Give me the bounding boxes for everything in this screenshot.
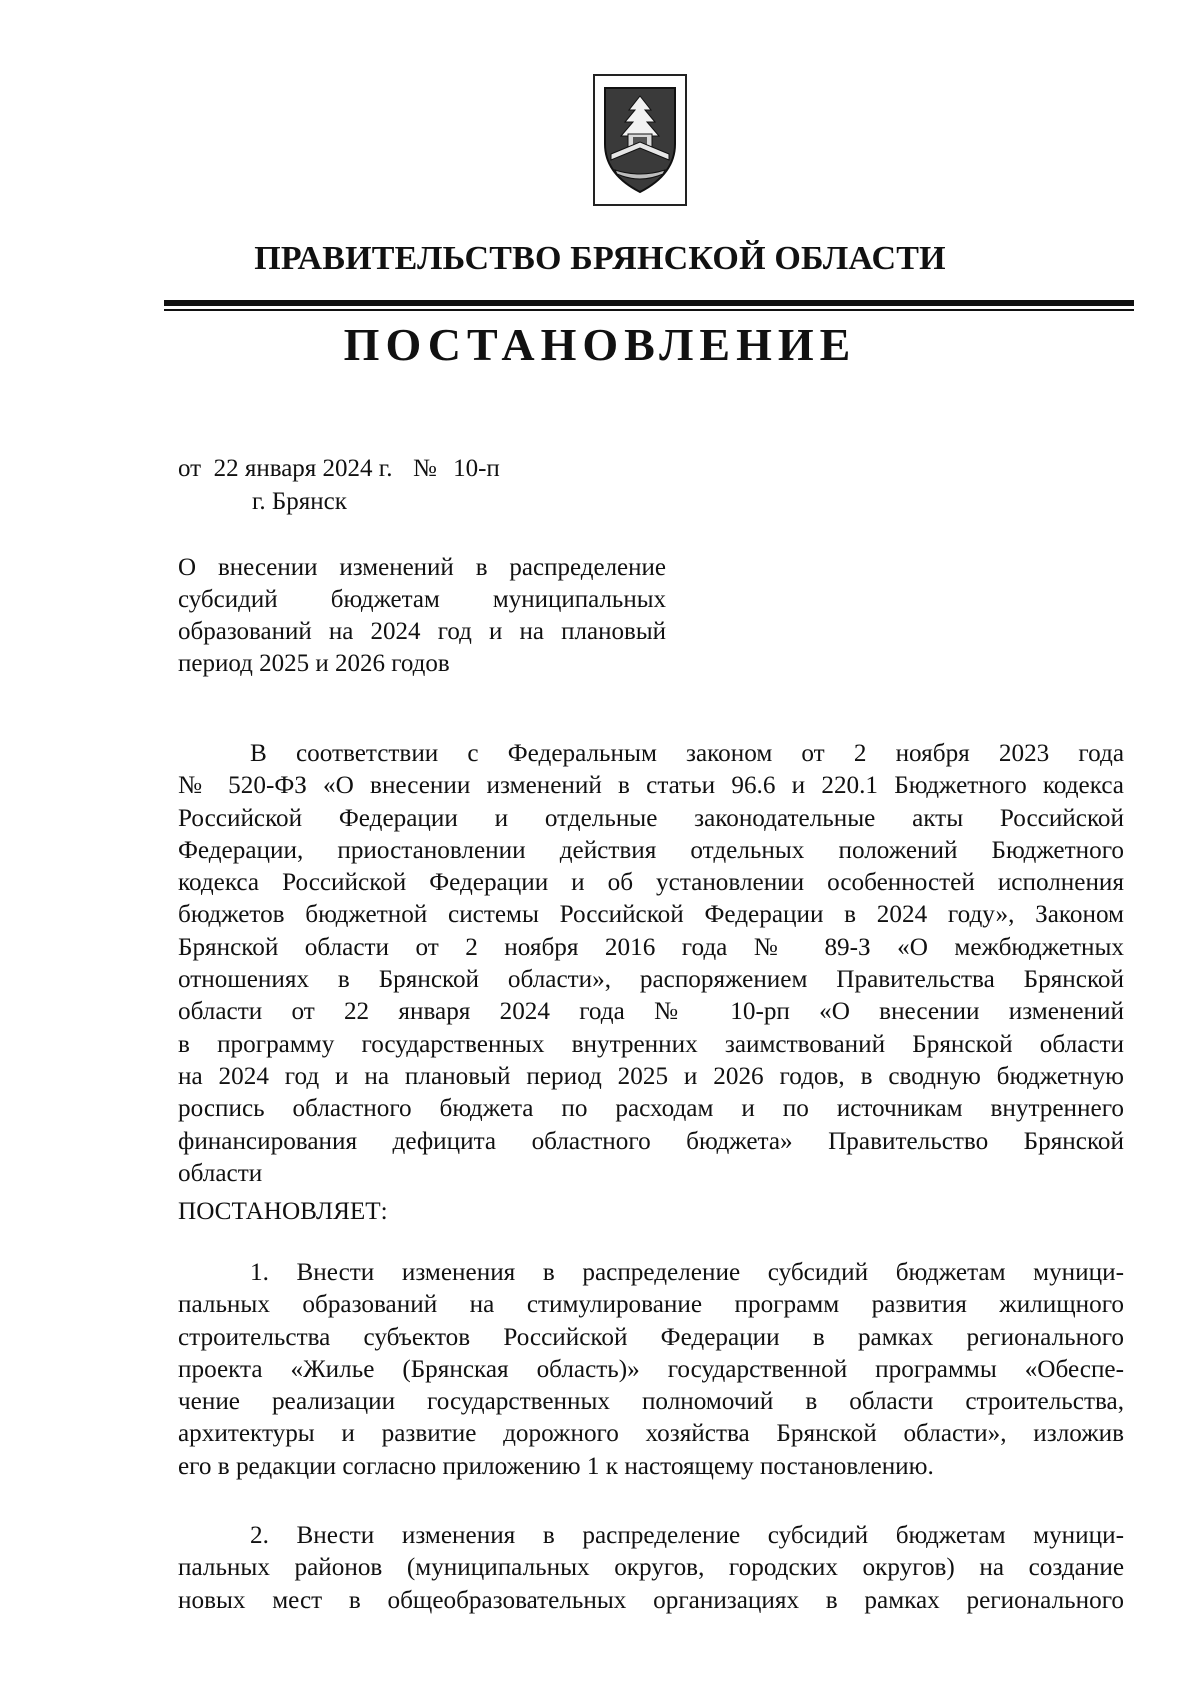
- preamble-line: бюджетов бюджетной системы Российской Федерации в 2024 году», Законом: [178, 901, 1124, 929]
- clause-1-line: чение реализации государственных полномочий в области строительства,: [178, 1388, 1124, 1416]
- number-sign: №: [413, 455, 437, 482]
- preamble-line: в программу государственных внутренних заимствований Брянской области: [178, 1030, 1124, 1058]
- document-date: 22 января 2024 г.: [213, 455, 393, 482]
- preamble-line: области от 22 января 2024 года № 10-рп «О внесении изменений: [178, 998, 1124, 1026]
- preamble-line: Брянской области от 2 ноября 2016 года № 89-З «О межбюджетных: [178, 933, 1124, 961]
- subject-line: образований на 2024 год и на плановый: [178, 618, 666, 645]
- clause-2-line: 2. Внести изменения в распределение субсидий бюджетам муници-: [250, 1522, 1124, 1549]
- document-type-title: ПОСТАНОВЛЕНИЕ: [343, 319, 857, 370]
- preamble-line: роспись областного бюджета по расходам и по источникам внутреннего: [178, 1095, 1124, 1123]
- preamble-line: Российской Федерации и отдельные законодательные акты Российской: [178, 804, 1124, 832]
- header-rule-thin: [164, 309, 1134, 311]
- header-rule-thick: [164, 300, 1134, 306]
- subject-line: период 2025 и 2026 годов: [178, 650, 450, 677]
- clause-2-line: новых мест в общеобразовательных организациях в рамках регионального: [178, 1586, 1124, 1614]
- clause-1-line: 1. Внести изменения в распределение субсидий бюджетам муници-: [250, 1259, 1124, 1286]
- clause-2: [178, 1520, 1124, 1617]
- date-prefix: от: [178, 455, 202, 482]
- clause-1-line: пальных образований на стимулирование программ развития жилищного: [178, 1291, 1124, 1319]
- preamble-line: на 2024 год и на плановый период 2025 и 2026 годов, в сводную бюджетную: [178, 1062, 1124, 1090]
- clause-2-line: пальных районов (муниципальных округов, городских округов) на создание: [178, 1554, 1124, 1582]
- coat-of-arms-emblem: [593, 74, 687, 206]
- clause-1-line: строительства субъектов Российской Федерации в рамках регионального: [178, 1323, 1124, 1351]
- clause-1-line: проекта «Жилье (Брянская область)» государственной программы «Обеспе-: [178, 1355, 1124, 1383]
- document-number: 10-п: [453, 455, 500, 482]
- subject-line: субсидий бюджетам муниципальных: [178, 586, 666, 613]
- preamble-line: отношениях в Брянской области», распоряжением Правительства Брянской: [178, 966, 1124, 994]
- preamble-line: финансирования дефицита областного бюджета» Правительство Брянской: [178, 1127, 1124, 1155]
- preamble-line: Федерации, приостановлении действия отдельных положений Бюджетного: [178, 836, 1124, 864]
- clause-1-line: его в редакции согласно приложению 1 к настоящему постановлению.: [178, 1452, 934, 1480]
- document-date-number: [178, 455, 500, 483]
- preamble-line: области: [178, 1159, 263, 1187]
- resolves-heading: ПОСТАНОВЛЯЕТ:: [178, 1198, 388, 1225]
- preamble-paragraph: [178, 738, 1124, 1190]
- document-subject: [178, 552, 666, 680]
- document-city: г. Брянск: [252, 488, 347, 515]
- organization-title: ПРАВИТЕЛЬСТВО БРЯНСКОЙ ОБЛАСТИ: [254, 240, 946, 277]
- clause-1: [178, 1257, 1124, 1483]
- subject-line: О внесении изменений в распределение: [178, 554, 666, 581]
- coat-of-arms-icon: [593, 74, 687, 206]
- preamble-line: В соответствии с Федеральным законом от 2 ноября 2023 года: [250, 740, 1124, 767]
- clause-1-line: архитектуры и развитие дорожного хозяйства Брянской области», изложив: [178, 1420, 1124, 1448]
- preamble-line: № 520-ФЗ «О внесении изменений в статьи 96.6 и 220.1 Бюджетного кодекса: [178, 772, 1124, 800]
- preamble-line: кодекса Российской Федерации и об установлении особенностей исполнения: [178, 869, 1124, 897]
